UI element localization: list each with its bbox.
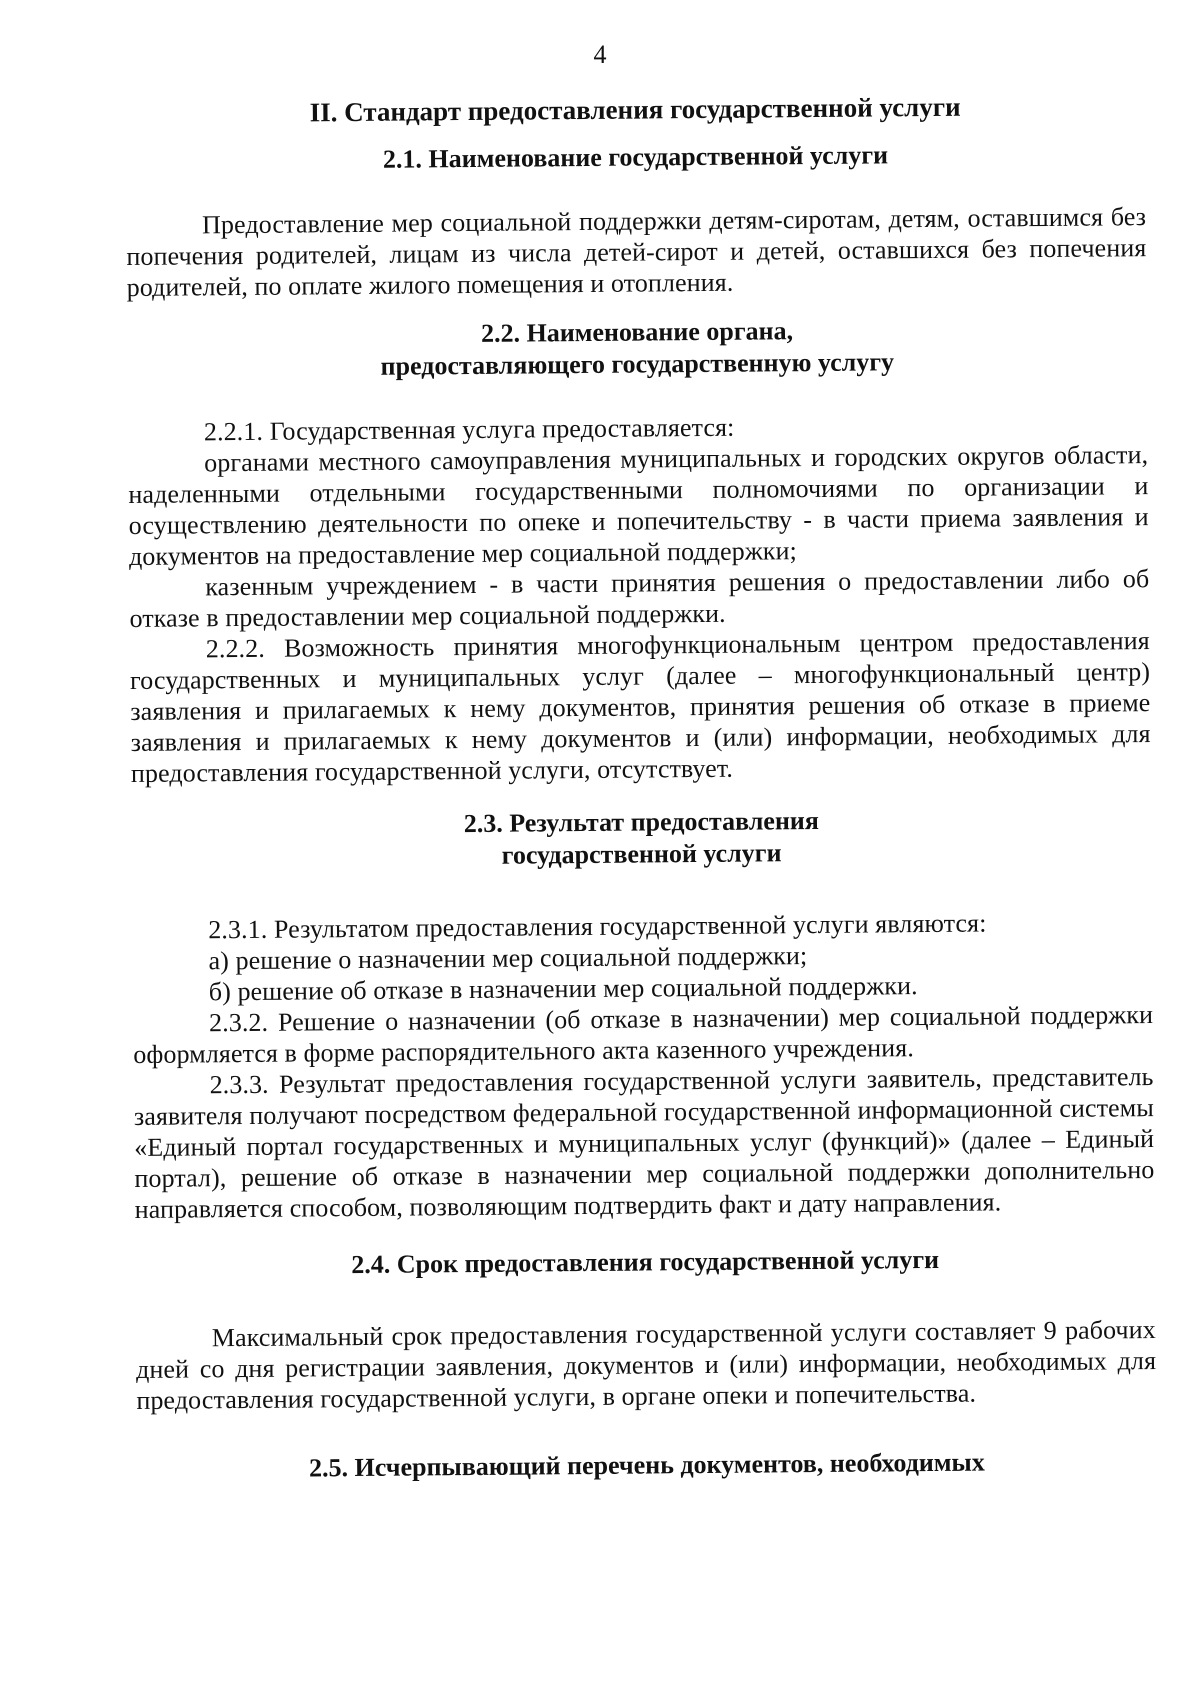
paragraph-2-2-1-state-institution: казенным учреждением - в части принятия решения о предоставлении либо об отказе в предоставлении мер социальной поддержки. [129,564,1150,633]
paragraph-2-2-1: 2.2.1. Государственная услуга предоставляется: [203,412,735,447]
paragraph-2-3-3: 2.3.3. Результат предоставления государственной услуги заявитель, представитель заявителя получают посредством федеральной государственной информационной системы «Единый портал государственных и муниципальных услуг (функций)» (далее – Единый портал), решение об отказе в назначении мер социальной поддержки дополнительно направляется способом, позволяющим подтвердить факт и дату направления. [133,1062,1155,1224]
heading-2-3-line2: государственной услуги [501,838,782,870]
list-item-b: б) решение об отказе в назначении мер социальной поддержки. [208,971,918,1007]
heading-2-2-line1: 2.2. Наименование органа, [480,316,794,348]
paragraph-2-1: Предоставление мер социальной поддержки детям-сиротам, детям, оставшимся без попечения родителей, лицам из числа детей-сирот и детей, оставшихся без попечения родителей, по оплате жилого помещения и отопления. [126,202,1147,302]
heading-2-2 [127,312,1148,385]
section-heading: II. Стандарт предоставления государственной услуги [309,91,961,128]
heading-2-2-line2: предоставляющего государственную услугу [380,347,895,381]
list-item-a: а) решение о назначении мер социальной поддержки; [208,941,808,976]
paragraph-2-4: Максимальный срок предоставления государственной услуги составляет 9 рабочих дней со дня регистрации заявления, документов и (или) информации, необходимых для предоставления государственной услуги, в органе опеки и попечительства. [135,1315,1157,1415]
heading-2-4: 2.4. Срок предоставления государственной услуги [351,1244,940,1280]
paragraph-2-2-1-local-authorities: органами местного самоуправления муниципальных и городских округов области, наделенными отдельными государственными полномочиями по организации и осуществлению деятельности по опеке и попечительству - в части приема заявления и документов на предоставление мер социальной поддержки; [128,440,1149,571]
paragraph-2-2-2: 2.2.2. Возможность принятия многофункциональным центром предоставления государственных и муниципальных услуг (далее – многофункциональный центр) заявления и прилагаемых к нему документов, принятия решения об отказе в приеме заявления и прилагаемых к нему документов и (или) информации, необходимых для предоставления государственной услуги, отсутствует. [129,626,1151,788]
document-body [125,89,1157,1486]
heading-2-1: 2.1. Наименование государственной услуги [382,140,889,174]
heading-2-3-line1: 2.3. Результат предоставления [463,805,820,839]
heading-2-3 [131,802,1152,875]
page-number: 4 [593,40,607,69]
paragraph-2-3-2: 2.3.2. Решение о назначении (об отказе в назначении) мер социальной поддержки оформляется в форме распорядительного акта казенного учреждения. [133,1000,1154,1069]
paragraph-2-3-1: 2.3.1. Результатом предоставления государственной услуги являются: [208,908,987,945]
heading-2-5: 2.5. Исчерпывающий перечень документов, необходимых [308,1447,985,1483]
